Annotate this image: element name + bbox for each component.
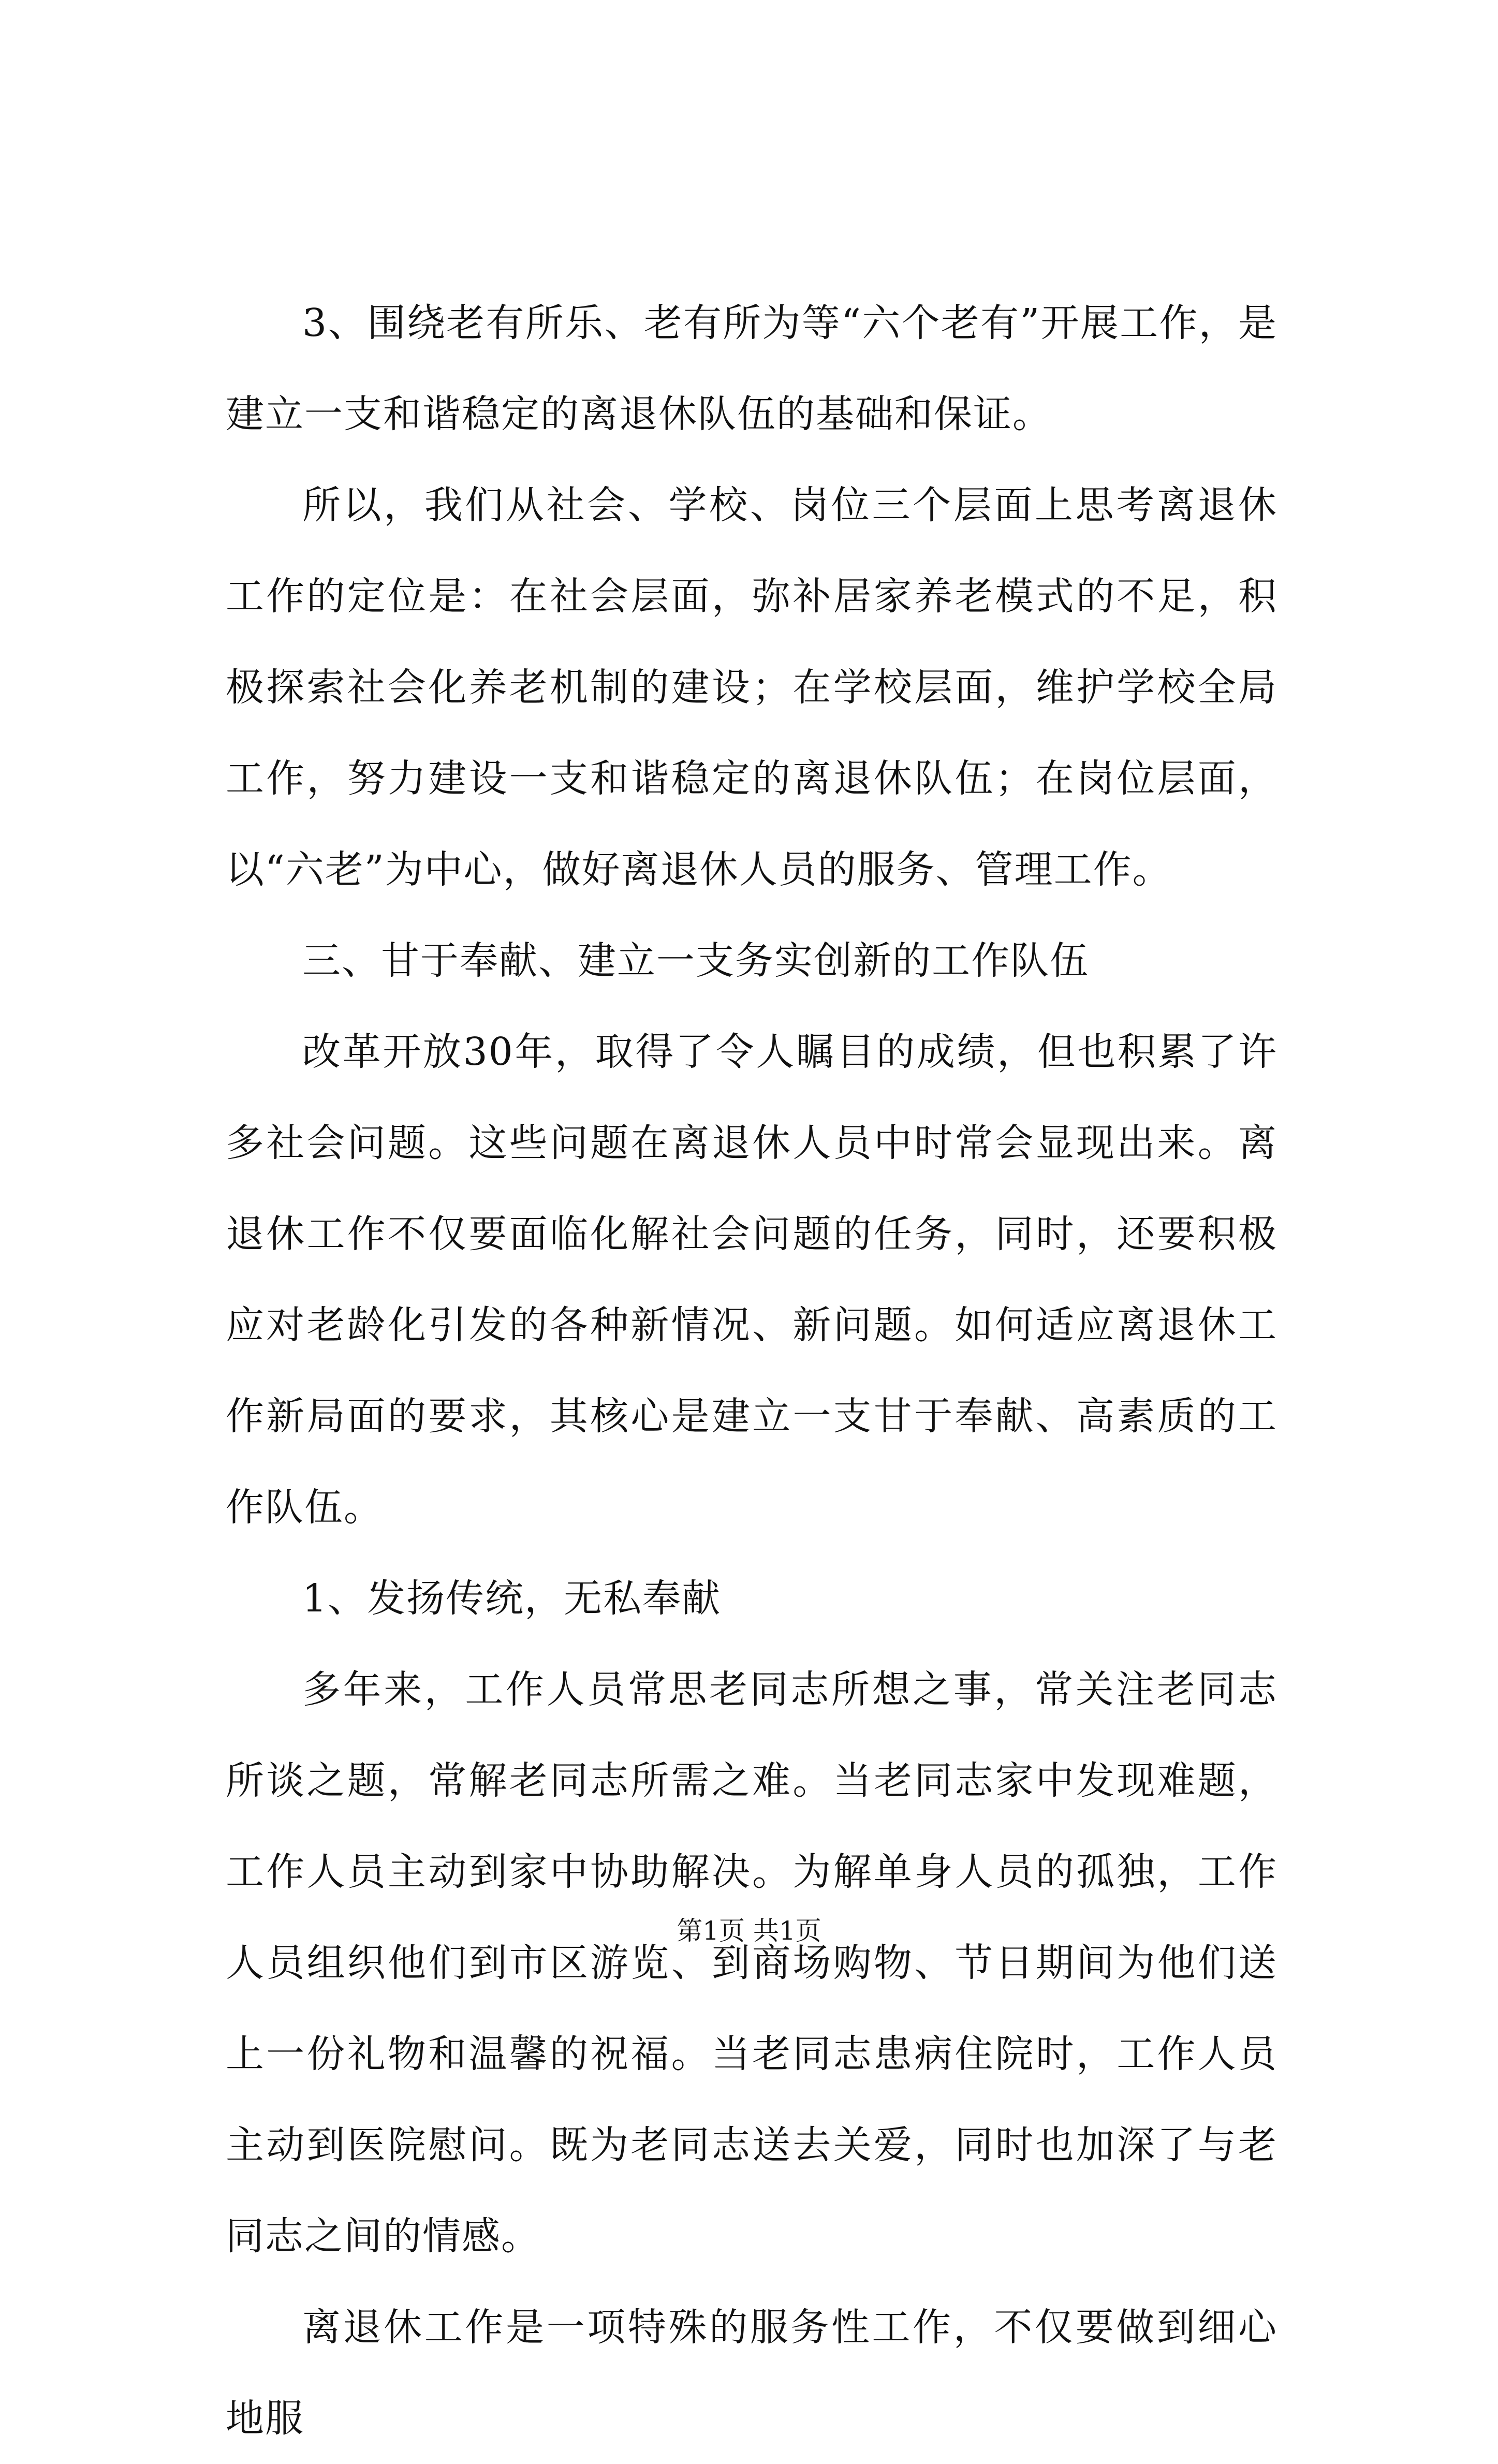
document-body bbox=[226, 277, 1277, 2464]
page-footer: 第1页 共1页 bbox=[677, 1916, 821, 1946]
paragraph-service-work: 离退休工作是一项特殊的服务性工作，不仅要做到细心地服 bbox=[226, 2305, 1277, 2441]
paragraph-staff-care: 多年来，工作人员常思老同志所想之事，常关注老同志所谈之题，常解老同志所需之难。当老同志家中发现难题，工作人员主动到家中协助解决。为解单身人员的孤独，工作人员组织他们到市区游览、到商场购物、节日期间为他们送上一份礼物和温馨的祝福。当老同志患病住院时，工作人员主动到医院慰问。既为老同志送去关爱，同时也加深了与老同志之间的情感。 bbox=[226, 1667, 1277, 2258]
subheading-item-1: 1、发扬传统，无私奉献 bbox=[302, 1576, 722, 1621]
section-heading-three: 三、甘于奉献、建立一支务实创新的工作队伍 bbox=[302, 938, 1089, 983]
paragraph-reform: 改革开放30年，取得了令人瞩目的成绩，但也积累了许多社会问题。这些问题在离退休人员中时常会显现出来。离退休工作不仅要面临化解社会问题的任务，同时，还要积极应对老龄化引发的各种新情况、新问题。如何适应离退休工作新局面的要求，其核心是建立一支甘于奉献、高素质的工作队伍。 bbox=[226, 1030, 1277, 1530]
paragraph-positioning: 所以，我们从社会、学校、岗位三个层面上思考离退休工作的定位是：在社会层面，弥补居家养老模式的不足，积极探索社会化养老机制的建设；在学校层面，维护学校全局工作，努力建设一支和谐稳定的离退休队伍；在岗位层面，以“六老”为中心，做好离退休人员的服务、管理工作。 bbox=[226, 483, 1277, 892]
paragraph-item-3: 3、围绕老有所乐、老有所为等“六个老有”开展工作，是建立一支和谐稳定的离退休队伍的基础和保证。 bbox=[226, 301, 1277, 436]
